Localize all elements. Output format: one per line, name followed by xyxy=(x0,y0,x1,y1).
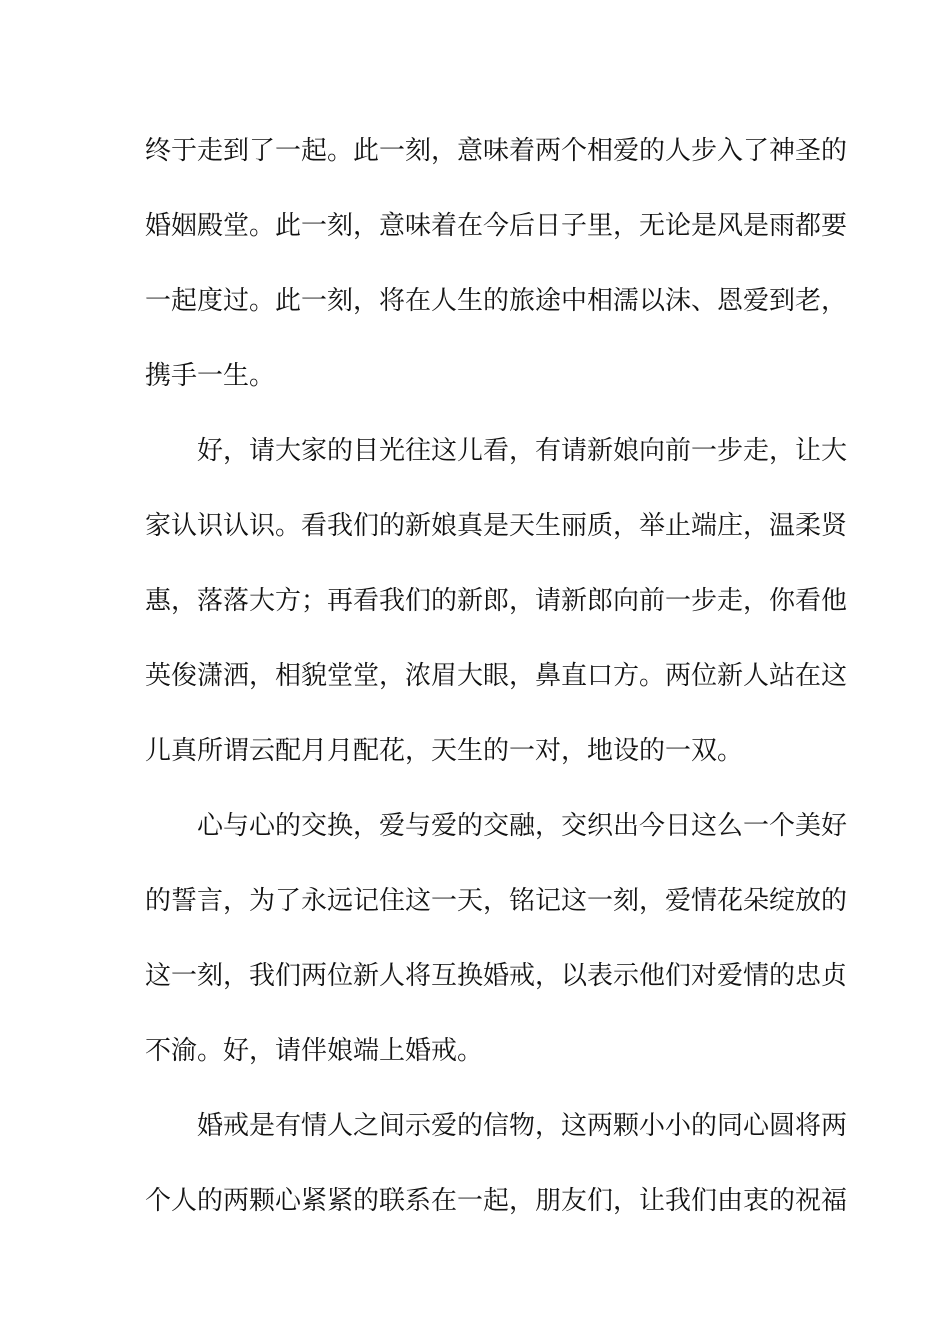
text-line: 婚戒是有情人之间示爱的信物，这两颗小小的同心圆将两 xyxy=(197,1111,848,1141)
text-line: 一起度过。此一刻，将在人生的旅途中相濡以沫、恩爱到老， xyxy=(145,286,848,316)
text-line: 不渝。好，请伴娘端上婚戒。 xyxy=(145,1036,484,1066)
text-line: 惠，落落大方；再看我们的新郎，请新郎向前一步走，你看他 xyxy=(145,586,848,616)
document-body xyxy=(145,131,848,1256)
paragraph-4 xyxy=(145,1106,848,1256)
paragraph-1 xyxy=(145,131,848,431)
text-line: 终于走到了一起。此一刻，意味着两个相爱的人步入了神圣的 xyxy=(145,136,848,166)
text-line: 好，请大家的目光往这儿看，有请新娘向前一步走，让大 xyxy=(197,436,848,466)
paragraph-2 xyxy=(145,431,848,806)
text-line: 个人的两颗心紧紧的联系在一起，朋友们，让我们由衷的祝福 xyxy=(145,1186,848,1216)
text-line: 这一刻，我们两位新人将互换婚戒，以表示他们对爱情的忠贞 xyxy=(145,961,848,991)
text-line: 的誓言，为了永远记住这一天，铭记这一刻，爱情花朵绽放的 xyxy=(145,886,848,916)
text-line: 心与心的交换，爱与爱的交融，交织出今日这么一个美好 xyxy=(197,811,848,841)
text-line: 婚姻殿堂。此一刻，意味着在今后日子里，无论是风是雨都要 xyxy=(145,211,848,241)
paragraph-3 xyxy=(145,806,848,1106)
text-line: 家认识认识。看我们的新娘真是天生丽质，举止端庄，温柔贤 xyxy=(145,511,848,541)
text-line: 英俊潇洒，相貌堂堂，浓眉大眼，鼻直口方。两位新人站在这 xyxy=(145,661,848,691)
text-line: 携手一生。 xyxy=(145,361,276,391)
text-line: 儿真所谓云配月月配花，天生的一对，地设的一双。 xyxy=(145,736,744,766)
